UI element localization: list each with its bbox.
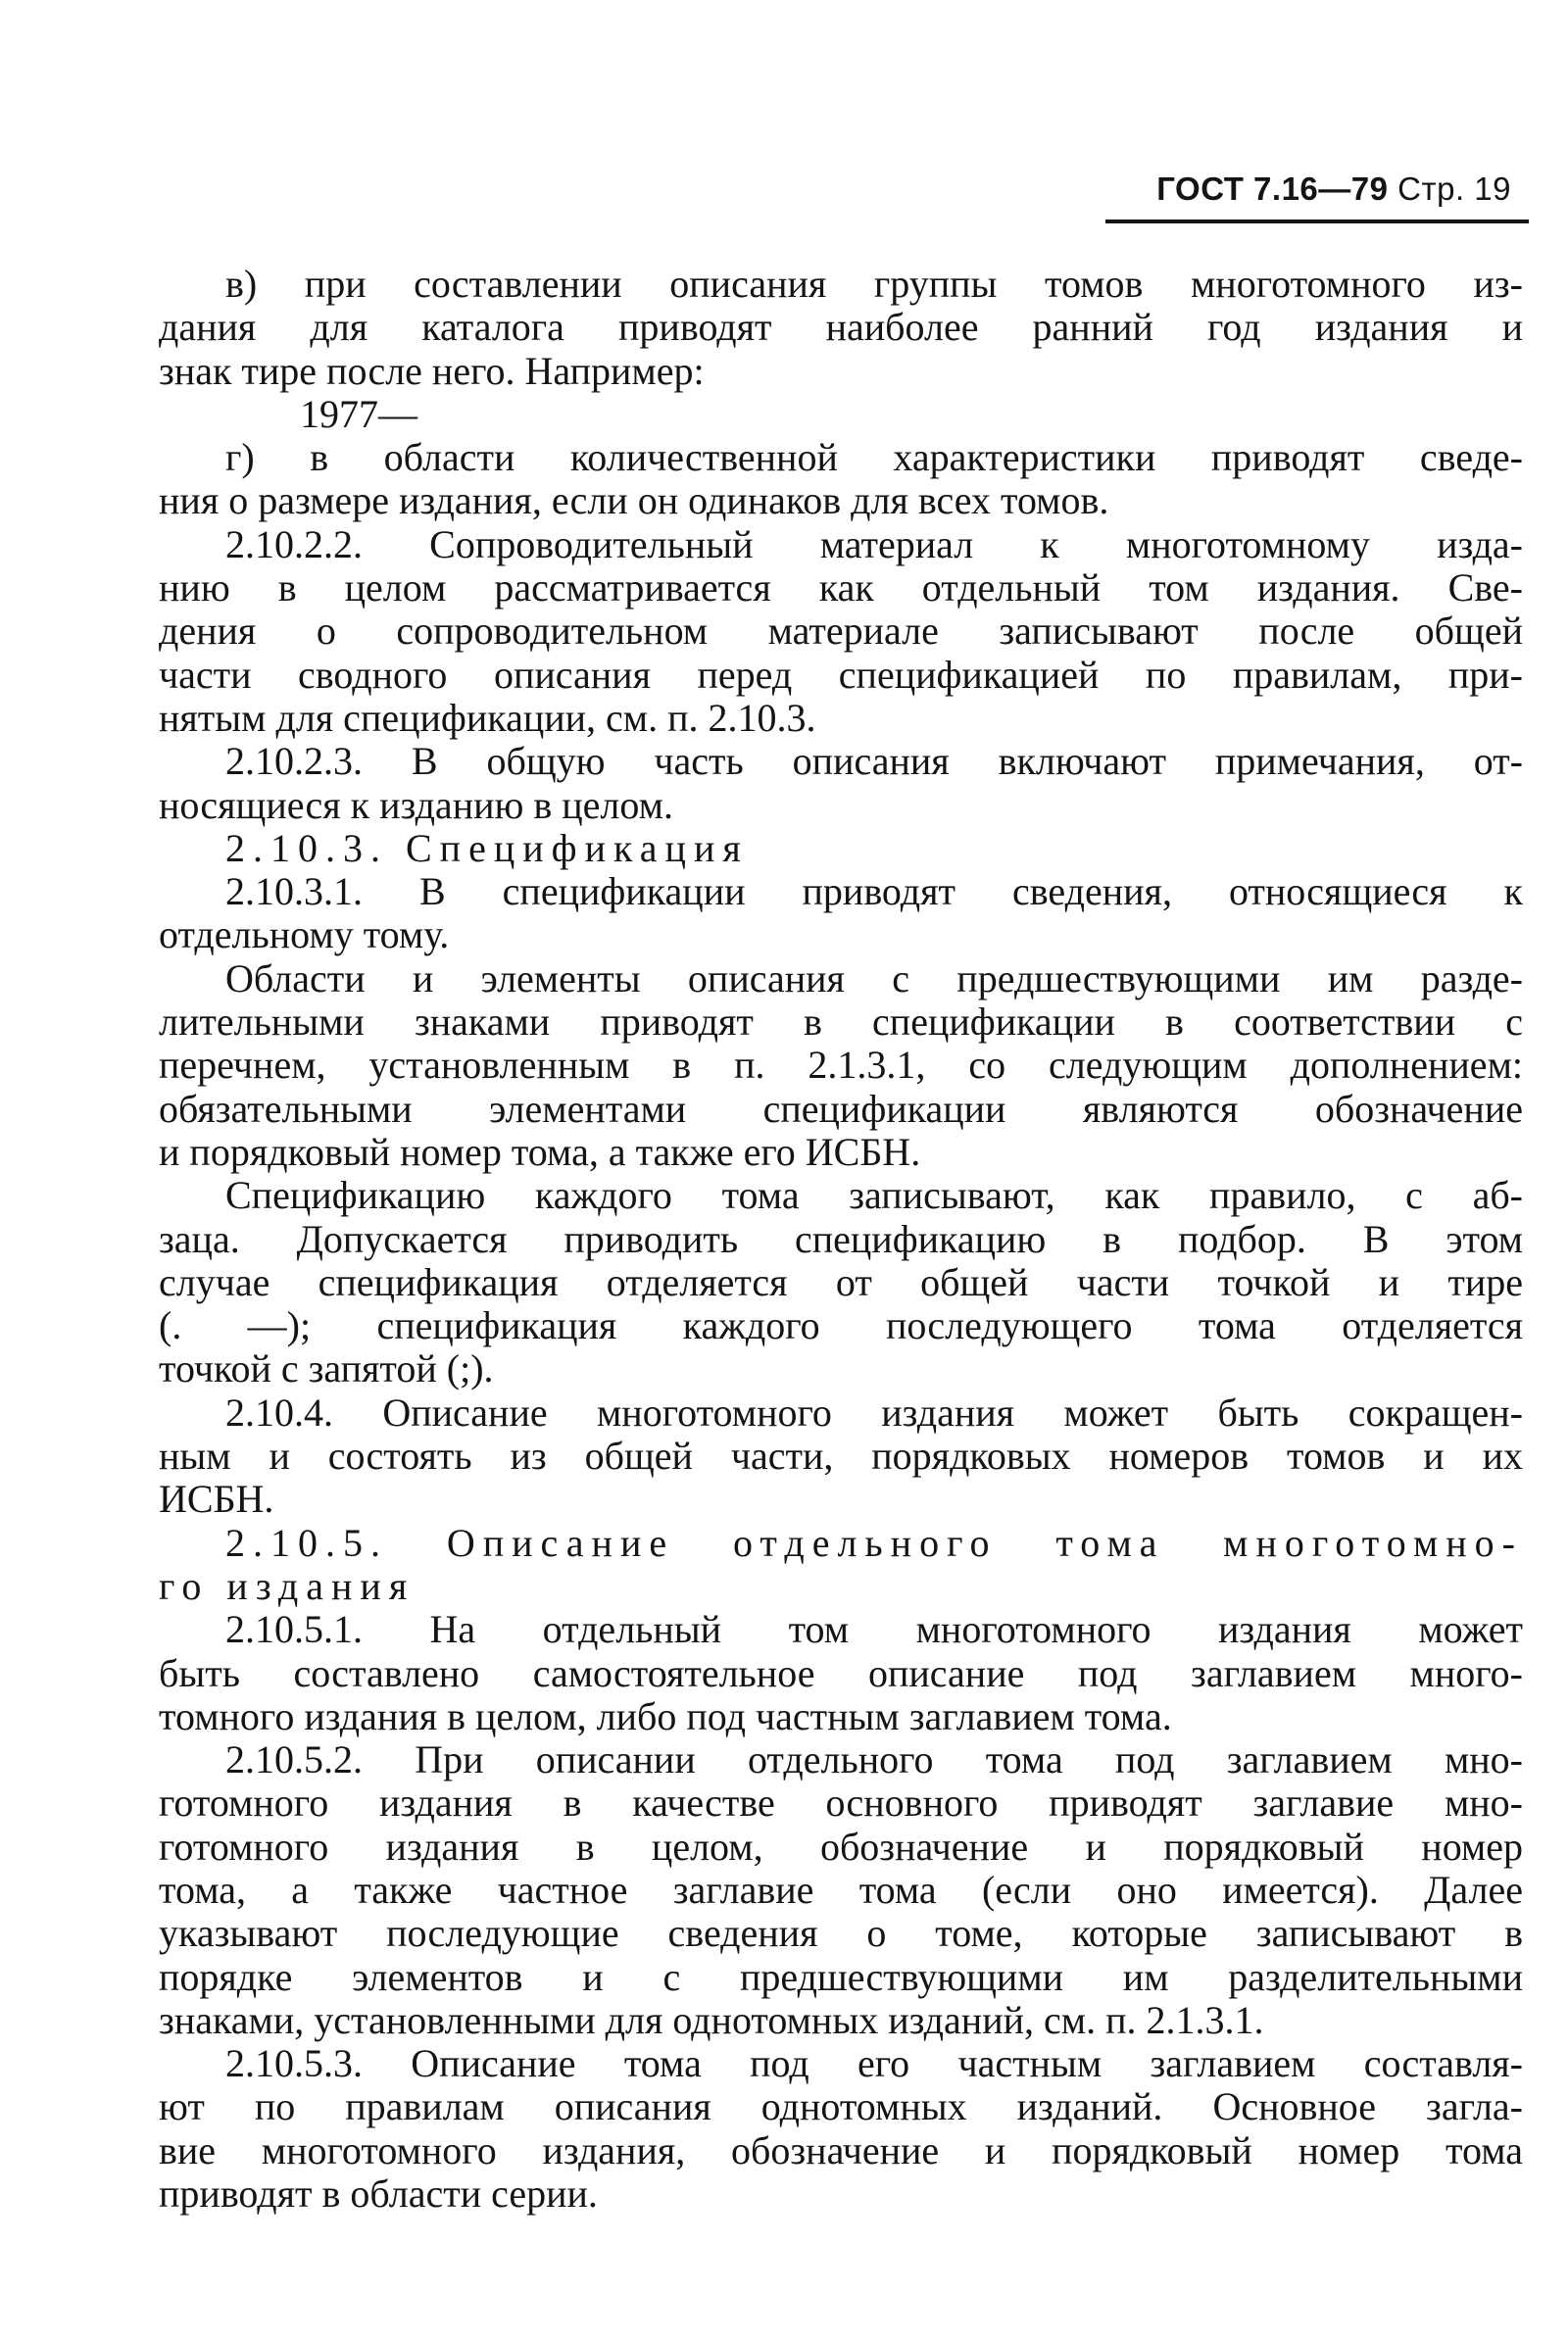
text-line: случае спецификация отделяется от общей части точкой и тире bbox=[159, 1259, 1523, 1304]
text-line: нию в целом рассматривается как отдельный том издания. Све- bbox=[159, 565, 1523, 610]
text-line: и порядковый номер тома, а также его ИСБН. bbox=[159, 1129, 921, 1174]
document-code: ГОСТ 7.16—79 bbox=[1156, 171, 1389, 207]
text-line: знак тире после него. Например: bbox=[159, 348, 705, 393]
text-line: отдельному тому. bbox=[159, 912, 450, 957]
text-line: готомного издания в целом, обозначение и порядковый номер bbox=[159, 1824, 1523, 1869]
text-line: 2.10.3. Спецификация bbox=[225, 825, 749, 870]
text-line: точкой с запятой (;). bbox=[159, 1346, 494, 1391]
text-line: томного издания в целом, либо под частным заглавием тома. bbox=[159, 1693, 1172, 1738]
text-line: порядке элементов и с предшествующими им разделительными bbox=[159, 1954, 1523, 1999]
text-line: перечнем, установленным в п. 2.1.3.1, со следующим дополнением: bbox=[159, 1043, 1523, 1088]
text-line: знаками, установленными для однотомных изданий, см. п. 2.1.3.1. bbox=[159, 1997, 1264, 2042]
text-line: нятым для спецификации, см. п. 2.10.3. bbox=[159, 695, 816, 740]
header-rule bbox=[1105, 220, 1529, 223]
text-line: части сводного описания перед спецификацией по правилам, при- bbox=[159, 652, 1523, 697]
text-line: готомного издания в качестве основного приводят заглавие мно- bbox=[159, 1781, 1523, 1826]
text-line: 2.10.4. Описание многотомного издания может быть сокращен- bbox=[225, 1390, 1523, 1435]
text-line: 2.10.3.1. В спецификации приводят сведения, относящиеся к bbox=[225, 869, 1523, 914]
text-line: го издания bbox=[159, 1563, 416, 1608]
text-line: ным и состоять из общей части, порядковых номеров томов и их bbox=[159, 1434, 1523, 1479]
text-line: быть составлено самостоятельное описание под заглавием много- bbox=[159, 1650, 1523, 1695]
text-line: лительными знаками приводят в спецификации в соответствии с bbox=[159, 1000, 1523, 1045]
page-number: Стр. 19 bbox=[1397, 171, 1511, 207]
document-body bbox=[159, 263, 1523, 2216]
text-line: носящиеся к изданию в целом. bbox=[159, 782, 673, 827]
text-line: приводят в области серии. bbox=[159, 2171, 598, 2217]
text-line: заца. Допускается приводить спецификацию в подбор. В этом bbox=[159, 1216, 1523, 1261]
text-line: обязательными элементами спецификации являются обозначение bbox=[159, 1086, 1523, 1131]
text-line: вие многотомного издания, обозначение и порядковый номер тома bbox=[159, 2127, 1523, 2172]
text-line: дения о сопроводительном материале записывают после общей bbox=[159, 609, 1523, 654]
text-line: ют по правилам описания однотомных изданий. Основное загла- bbox=[159, 2084, 1523, 2129]
text-line: 2.10.2.2. Сопроводительный материал к многотомному изда- bbox=[225, 521, 1523, 566]
text-line: г) в области количественной характеристики приводят сведе- bbox=[225, 435, 1523, 480]
text-line: (. —); спецификация каждого последующего тома отделяется bbox=[159, 1303, 1523, 1348]
text-line: ния о размере издания, если он одинаков для всех томов. bbox=[159, 478, 1109, 523]
text-line: дания для каталога приводят наиболее ранний год издания и bbox=[159, 305, 1523, 350]
text-line: тома, а также частное заглавие тома (если оно имеется). Далее bbox=[159, 1867, 1523, 1912]
text-line: 2.10.5.2. При описании отдельного тома под заглавием мно- bbox=[225, 1737, 1523, 1782]
header-text bbox=[1156, 171, 1511, 208]
text-line: в) при составлении описания группы томов многотомного из- bbox=[225, 262, 1523, 306]
text-line: 1977— bbox=[300, 391, 417, 436]
text-line: 2.10.2.3. В общую часть описания включают примечания, от- bbox=[225, 739, 1523, 784]
text-line: указывают последующие сведения о томе, которые записывают в bbox=[159, 1911, 1523, 1956]
text-line: 2.10.5.1. На отдельный том многотомного издания может bbox=[225, 1607, 1523, 1652]
text-line: 2.10.5.3. Описание тома под его частным заглавием составля- bbox=[225, 2041, 1523, 2086]
text-line: ИСБН. bbox=[159, 1477, 274, 1522]
text-line: Спецификацию каждого тома записывают, как правило, с аб- bbox=[225, 1173, 1523, 1218]
text-line: Области и элементы описания с предшествующими им разде- bbox=[225, 955, 1523, 1000]
text-line: 2.10.5. Описание отдельного тома многотомно- bbox=[225, 1520, 1523, 1565]
page-header bbox=[1105, 171, 1529, 233]
